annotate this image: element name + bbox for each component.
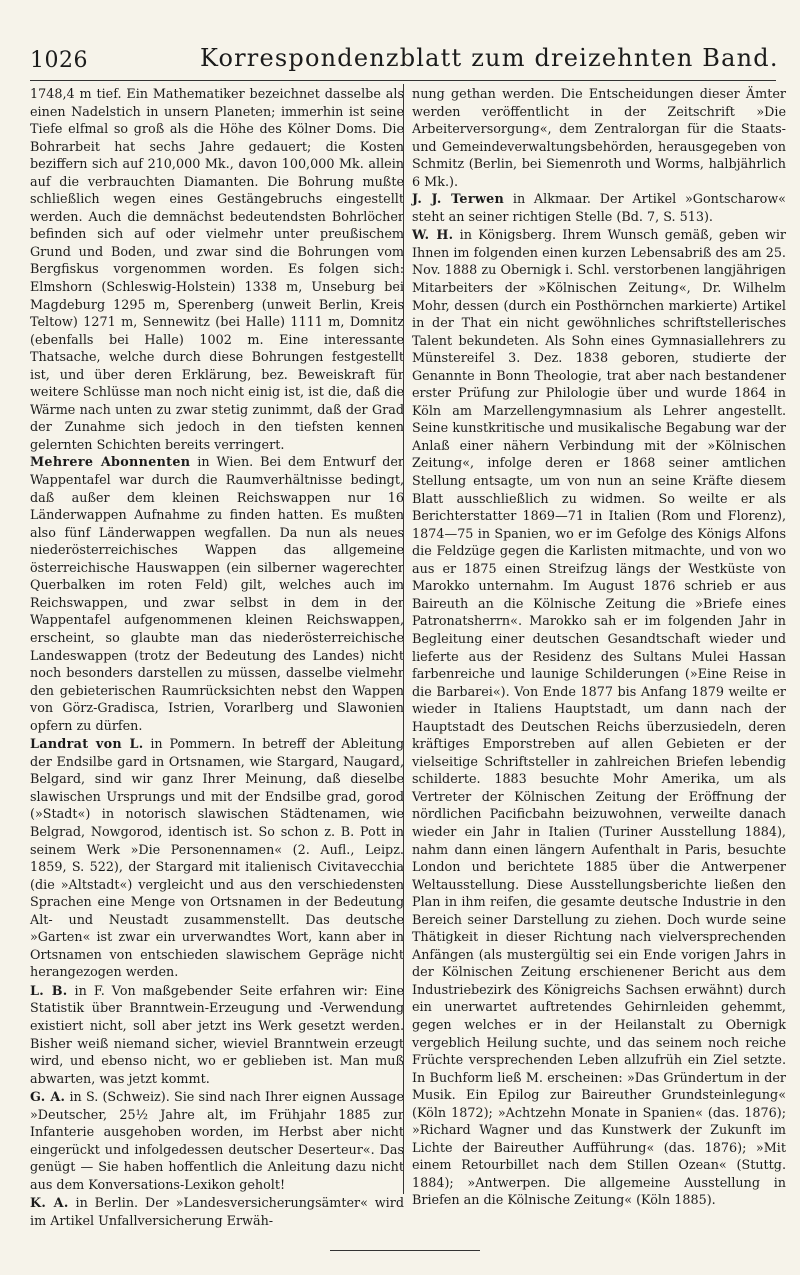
entry-addressee: Mehrere Abonnenten: [30, 455, 191, 471]
entry-addressee: Landrat von L.: [30, 737, 144, 753]
entry-text: in S. (Schweiz). Sie sind nach Ihrer eignen Aussage »Deutscher, 25½ Jahre alt, im Frühjahr 1885 zur Infanterie ausgehoben worden, im Herbst aber nicht eingerückt und infolgedessen deutscher Deserteur«. Das genügt — Sie haben hoffentlich die Anleitung dazu nicht aus dem Konversations-Lexikon geholt!: [30, 1090, 404, 1193]
entry-text: in Königsberg. Ihrem Wunsch gemäß, geben wir Ihnen im folgenden einen kurzen Lebensabriß des am 25. Nov. 1888 zu Obernigk i. Schl. verstorbenen langjährigen Mitarbeiters der »Kölnischen Zeitung«, Dr. Wilhelm Mohr, dessen (durch ein Posthörnchen markierte) Artikel in der That ein nicht gewöhnliches schriftstellerisches Talent bekundeten. Als Sohn eines Gymnasiallehrers zu Münstereifel 3. Dez. 1838 geboren, studierte der Genannte in Bonn Theologie, trat aber nach bestandener erster Prüfung zur Philologie über und wurde 1864 in Köln am Marzellengymnasium als Lehrer angestellt. Seine kunstkritische und musikalische Begabung war der Anlaß einer nähern Verbindung mit der »Kölnischen Zeitung«, infolge deren er 1868 seiner amtlichen Stellung entsagte, um von nun an seine Kräfte diesem Blatt ausschließlich zu widmen. So weilte er als Berichterstatter 1869—71 in Italien (Rom und Florenz), 1874—75 in Spanien, wo er im Gefolge des Königs Alfons die Feldzüge gegen die Karlisten mitmachte, und von wo aus er 1875 einen Streifzug längs der Westküste von Marokko unternahm. Im August 1876 schrieb er aus Baireuth an die Kölnische Zeitung die »Briefe eines Patronatsherrn«. Marokko sah er im folgenden Jahr in Begleitung einer deutschen Gesandtschaft wieder und lieferte aus der Residenz des Sultans Mulei Hassan farbenreiche und launige Schilderungen (»Eine Reise in die Barbarei«). Von Ende 1877 bis Anfang 1879 weilte er wieder in Italiens Hauptstadt, um dann nach der Hauptstadt des Deutschen Reichs überzusiedeln, deren kräftiges Emporstreben auf allen Gebieten er der vielseitige Schriftsteller in zahlreichen Briefen lebendig schilderte. 1883 besuchte Mohr Amerika, um als Vertreter der Kölnischen Zeitung der Eröffnung der nördlichen Pacificbahn beizuwohnen, verweilte danach wieder ein Jahr in Italien (Turiner Ausstellung 1884), nahm dann einen längern Aufenthalt in Paris, besuchte London und berichtete 1885 über die Antwerpener Weltausstellung. Diese Ausstellungsberichte ließen den Plan in ihm reifen, die gesamte deutsche Industrie in den Bereich seiner Darstellung zu ziehen. Doch wurde seine Thätigkeit in dieser Richtung nach vielversprechenden Anfängen (als mustergültig sei ein Ende vorigen Jahrs in der Kölnischen Zeitung erschienener Bericht aus dem Industriebezirk des Königreichs Sachsen erwähnt) durch ein unerwartet auftretendes Gehirnleiden gehemmt, gegen welches er in der Heilanstalt zu Obernigk vergeblich Heilung suchte, und das seinem noch reiche Früchte versprechenden Leben allzufrüh ein Ziel setzte. In Buchform ließ M. erscheinen: »Das Gründertum in der Musik. Ein Epilog zur Baireuther Grundsteinlegung« (Köln 1872); »Achtzehn Monate in Spanien« (das. 1876); »Richard Wagner und das Kunstwerk der Zukunft im Lichte der Baireuther Aufführung« (das. 1876); »Mit einem Retourbillet nach dem Stillen Ozean« (Stuttg. 1884); »Antwerpen. Die allgemeine Ausstellung in Briefen an die Kölnische Zeitung« (Köln 1885).: [412, 228, 786, 1209]
correspondence-entry: [412, 191, 786, 226]
page-number: 1026: [30, 48, 88, 73]
entry-addressee: J. J. Terwen: [412, 192, 505, 208]
correspondence-entry: [30, 454, 404, 735]
footer-rule: [330, 1250, 480, 1251]
entry-text: in Alkmaar. Der Artikel »Gontscharow« steht an seiner richtigen Stelle (Bd. 7, S. 513).: [412, 192, 786, 225]
entry-text: in Pommern. In betreff der Ableitung der Endsilbe gard in Ortsnamen, wie Stargard, Naugard, Belgard, sind wir ganz Ihrer Meinung, daß dieselbe slawischen Ursprungs und mit der Endsilbe grad, gorod (»Stadt«) in notorisch slawischen Städtenamen, wie Belgrad, Nowgorod, identisch ist. So schon z. B. Pott in seinem Werk »Die Personennamen« (2. Aufl., Leipz. 1859, S. 522), der Stargard mit italienisch Civitavecchia (die »Altstadt«) vergleicht und aus den verschiedensten Sprachen eine Menge von Ortsnamen in der Bedeutung Alt- und Neustadt zusammenstellt. Das deutsche »Garten« ist zwar ein urverwandtes Wort, kann aber in Ortsnamen von entschieden slawischem Gepräge nicht herangezogen werden.: [30, 737, 404, 981]
entry-addressee: W. H.: [412, 228, 454, 244]
entry-text: in Wien. Bei dem Entwurf der Wappentafel war durch die Raumverhältnisse bedingt, daß außer dem kleinen Reichswappen nur 16 Länderwappen Aufnahme zu finden hatten. Es mußten also fünf Länderwappen wegfallen. Da nun als neues niederösterreichisches Wappen das allgemeine österreichische Hauswappen (ein silberner wagerechter Querbalken im roten Feld) gilt, welches auch im Reichswappen, und zwar selbst in dem in der Wappentafel aufgenommenen kleinen Reichswappen, erscheint, so glaubte man das niederösterreichische Landeswappen (trotz der Bedeutung des Landes) nicht noch besonders darstellen zu müssen, dasselbe vielmehr den gebieterischen Raumrücksichten nebst den Wappen von Görz-Gradisca, Istrien, Vorarlberg und Slawonien opfern zu dürfen.: [30, 455, 404, 734]
correspondence-entry: [412, 227, 786, 1210]
column-divider: [403, 84, 404, 1194]
right-column: [412, 86, 786, 1210]
entry-addressee: K. A.: [30, 1196, 69, 1212]
continued-paragraph: 1748,4 m tief. Ein Mathematiker bezeichnet dasselbe als einen Nadelstich in unsern Planeten; immerhin ist seine Tiefe elfmal so groß als die Höhe des Kölner Doms. Die Bohrarbeit hat sechs Jahre gedauert; die Kosten beziffern sich auf 210,000 Mk., davon 100,000 Mk. allein auf die verbrauchten Diamanten. Die Bohrung mußte schließlich wegen eines Gestängebruchs eingestellt werden. Auch die demnächst bedeutendsten Bohrlöcher befinden sich auf oder vielmehr unter preußischem Grund und Boden, und zwar sind die Bohrungen vom Bergfiskus vorgenommen worden. Es folgen sich: Elmshorn (Schleswig-Holstein) 1338 m, Unseburg bei Magdeburg 1295 m, Sperenberg (unweit Berlin, Kreis Teltow) 1271 m, Sennewitz (bei Halle) 1111 m, Domnitz (ebenfalls bei Halle) 1002 m. Eine interessante Thatsache, welche durch diese Bohrungen festgestellt ist, und über deren Erklärung, bez. Beweiskraft für weitere Schlüsse man noch nicht einig ist, ist die, daß die Wärme nach unten zu zwar stetig zunimmt, daß der Grad der Zunahme sich jedoch in den tiefsten kennen gelernten Schichten bereits verringert.: [30, 87, 404, 453]
continued-paragraph: nung gethan werden. Die Entscheidungen dieser Ämter werden veröffentlicht in der Zeitschrift »Die Arbeiterversorgung«, dem Zentralorgan für die Staats- und Gemeindeverwaltungsbehörden, herausgegeben von Schmitz (Berlin, bei Siemenroth und Worms, halbjährlich 6 Mk.).: [412, 87, 786, 190]
entry-text: in F. Von maßgebender Seite erfahren wir: Eine Statistik über Branntwein-Erzeugung und -Verwendung existiert nicht, soll aber jetzt ins Werk gesetzt werden. Bisher weiß niemand sicher, wieviel Branntwein erzeugt wird, und ebenso nicht, wo er geblieben ist. Man muß abwarten, was jetzt kommt.: [30, 983, 405, 1087]
entry-addressee: L. B.: [30, 983, 68, 999]
correspondence-entry: [30, 983, 404, 1088]
entry-addressee: G. A.: [30, 1090, 66, 1106]
entry-text: in Berlin. Der »Landesversicherungsämter« wird im Artikel Unfallversicherung Erwäh-: [30, 1196, 405, 1229]
running-title: Korrespondenzblatt zum dreizehnten Band.: [200, 44, 779, 72]
correspondence-entry: [30, 1195, 404, 1230]
correspondence-entry: [30, 1089, 404, 1194]
header-rule: [30, 80, 776, 81]
correspondence-entry: [30, 736, 404, 982]
left-column: [30, 86, 404, 1231]
